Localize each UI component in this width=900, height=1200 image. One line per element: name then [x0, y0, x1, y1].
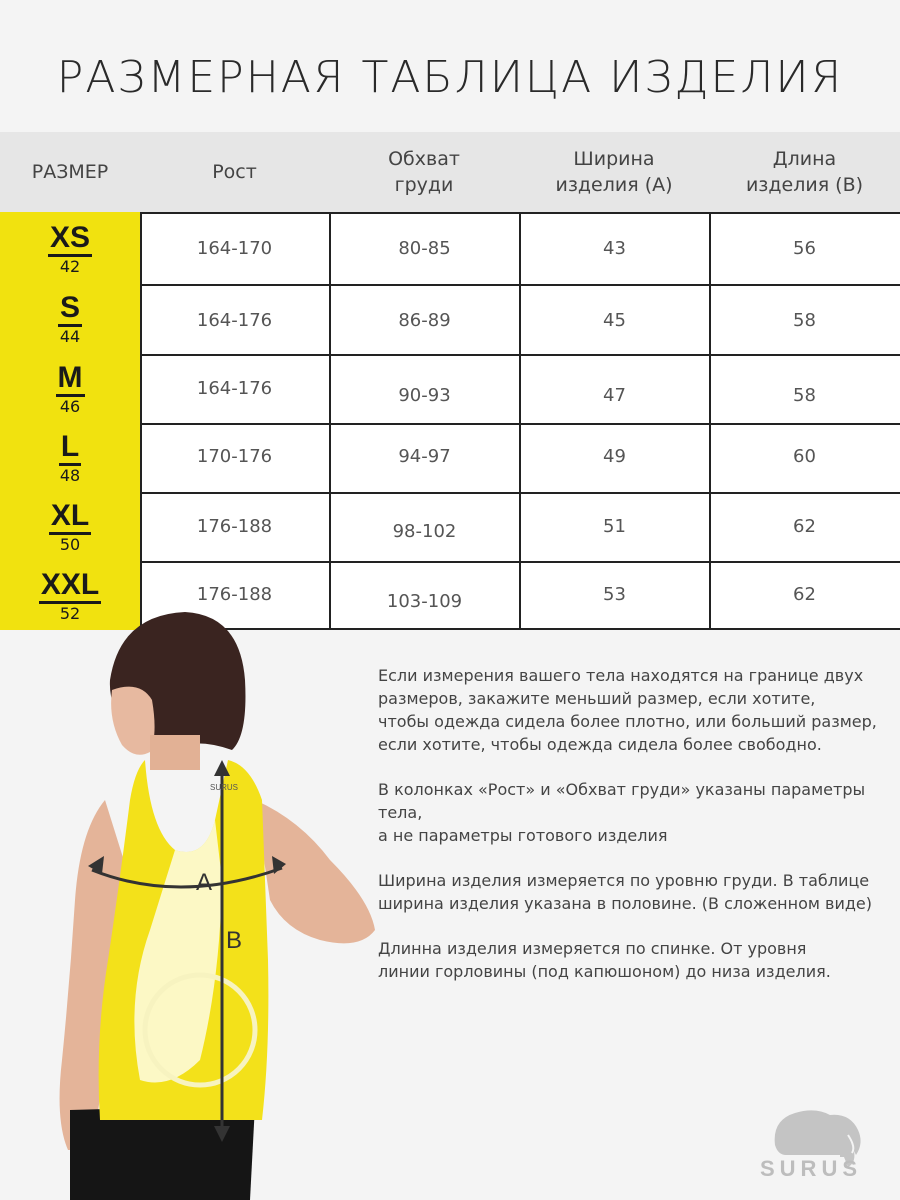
- table-cell-chest: 103-109: [386, 591, 463, 612]
- header-length-line2: изделия (В): [745, 174, 864, 196]
- header-length-line1: Длина: [772, 148, 837, 170]
- header-chest-line2: груди: [394, 174, 454, 196]
- table-divider: [140, 561, 900, 563]
- size-letter: XXL: [39, 570, 101, 604]
- size-number: 50: [59, 535, 81, 554]
- note-line: размеров, закажите меньший размер, если хотите,: [378, 689, 816, 708]
- size-number: 48: [59, 466, 81, 485]
- header-chest-line1: Обхват: [388, 148, 460, 170]
- table-divider: [140, 492, 900, 494]
- size-number: 46: [59, 397, 81, 416]
- note-line: Длинна изделия измеряется по спинке. От уровня: [378, 939, 807, 958]
- table-cell-chest: 90-93: [398, 385, 451, 406]
- table-cell-chest: 86-89: [398, 310, 451, 331]
- note-line: а не параметры готового изделия: [378, 826, 668, 845]
- header-chest: [329, 132, 519, 212]
- header-length: [709, 132, 900, 212]
- table-cell-height: 176-188: [196, 584, 273, 605]
- size-number: 52: [59, 604, 81, 623]
- table-cell-length: 56: [793, 238, 816, 259]
- table-cell-height: 164-176: [196, 310, 273, 331]
- note-line: если хотите, чтобы одежда сидела более свободно.: [378, 735, 822, 754]
- table-divider: [519, 212, 521, 630]
- note-line: чтобы одежда сидела более плотно, или больший размер,: [378, 712, 877, 731]
- note-line: ширина изделия указана в половине. (В сложенном виде): [378, 894, 872, 913]
- neck-shape: [150, 735, 200, 770]
- table-divider: [709, 212, 711, 630]
- header-height: [140, 132, 329, 212]
- size-cell-xl: [0, 493, 140, 562]
- size-cell-m: [0, 355, 140, 424]
- table-cell-chest: 98-102: [392, 521, 457, 542]
- note-paragraph: [378, 664, 888, 756]
- size-cell-xs: [0, 215, 140, 284]
- note-paragraph: [378, 937, 888, 983]
- header-width-line2: изделия (А): [555, 174, 673, 196]
- header-size: [0, 132, 140, 212]
- size-letter: XL: [49, 501, 91, 535]
- table-divider: [140, 423, 900, 425]
- note-line: Если измерения вашего тела находятся на границе двух: [378, 666, 864, 685]
- table-cell-height: 176-188: [196, 516, 273, 537]
- header-width-line1: Ширина: [573, 148, 655, 170]
- size-number: 44: [59, 327, 81, 346]
- size-cell-l: [0, 424, 140, 493]
- table-cell-width: 47: [603, 385, 626, 406]
- table-cell-length: 62: [793, 516, 816, 537]
- header-width: [519, 132, 709, 212]
- table-cell-height: 170-176: [196, 446, 273, 467]
- table-cell-width: 43: [603, 238, 626, 259]
- logo-text: SURUS: [760, 1156, 863, 1181]
- table-cell-length: 60: [793, 446, 816, 467]
- table-cell-height: 164-170: [196, 238, 273, 259]
- note-line: Ширина изделия измеряется по уровню груди. В таблице: [378, 871, 870, 890]
- table-cell-width: 45: [603, 310, 626, 331]
- table-cell-length: 58: [793, 310, 816, 331]
- note-line: В колонках «Рост» и «Обхват груди» указаны параметры тела,: [378, 780, 866, 822]
- table-divider: [329, 212, 331, 630]
- note-line: линии горловины (под капюшоном) до низа изделия.: [378, 962, 831, 981]
- table-cell-chest: 94-97: [398, 446, 451, 467]
- face-shape: [111, 687, 154, 755]
- shirt-print: SURUS: [210, 783, 239, 792]
- label-a: A: [196, 869, 213, 896]
- note-paragraph: [378, 869, 888, 915]
- size-number: 42: [59, 257, 81, 276]
- table-cell-height: 164-176: [196, 378, 273, 399]
- size-letter: M: [56, 363, 85, 397]
- table-divider: [140, 284, 900, 286]
- note-paragraph: [378, 778, 888, 847]
- table-cell-width: 53: [603, 584, 626, 605]
- size-letter: L: [59, 432, 81, 466]
- size-letter: XS: [48, 223, 92, 257]
- size-letter: S: [58, 293, 82, 327]
- table-divider: [140, 354, 900, 356]
- table-cell-width: 51: [603, 516, 626, 537]
- label-b: B: [226, 927, 243, 954]
- page-title: РАЗМЕРНАЯ ТАБЛИЦА ИЗДЕЛИЯ: [56, 52, 844, 103]
- table-cell-length: 62: [793, 584, 816, 605]
- table-divider: [140, 212, 142, 630]
- model-figure: [0, 610, 380, 1200]
- table-cell-chest: 80-85: [398, 238, 451, 259]
- table-cell-length: 58: [793, 385, 816, 406]
- header-height-label: Рост: [212, 161, 257, 183]
- notes-block: [378, 664, 888, 1005]
- size-cell-s: [0, 285, 140, 354]
- header-size-label: РАЗМЕР: [31, 161, 109, 183]
- table-cell-width: 49: [603, 446, 626, 467]
